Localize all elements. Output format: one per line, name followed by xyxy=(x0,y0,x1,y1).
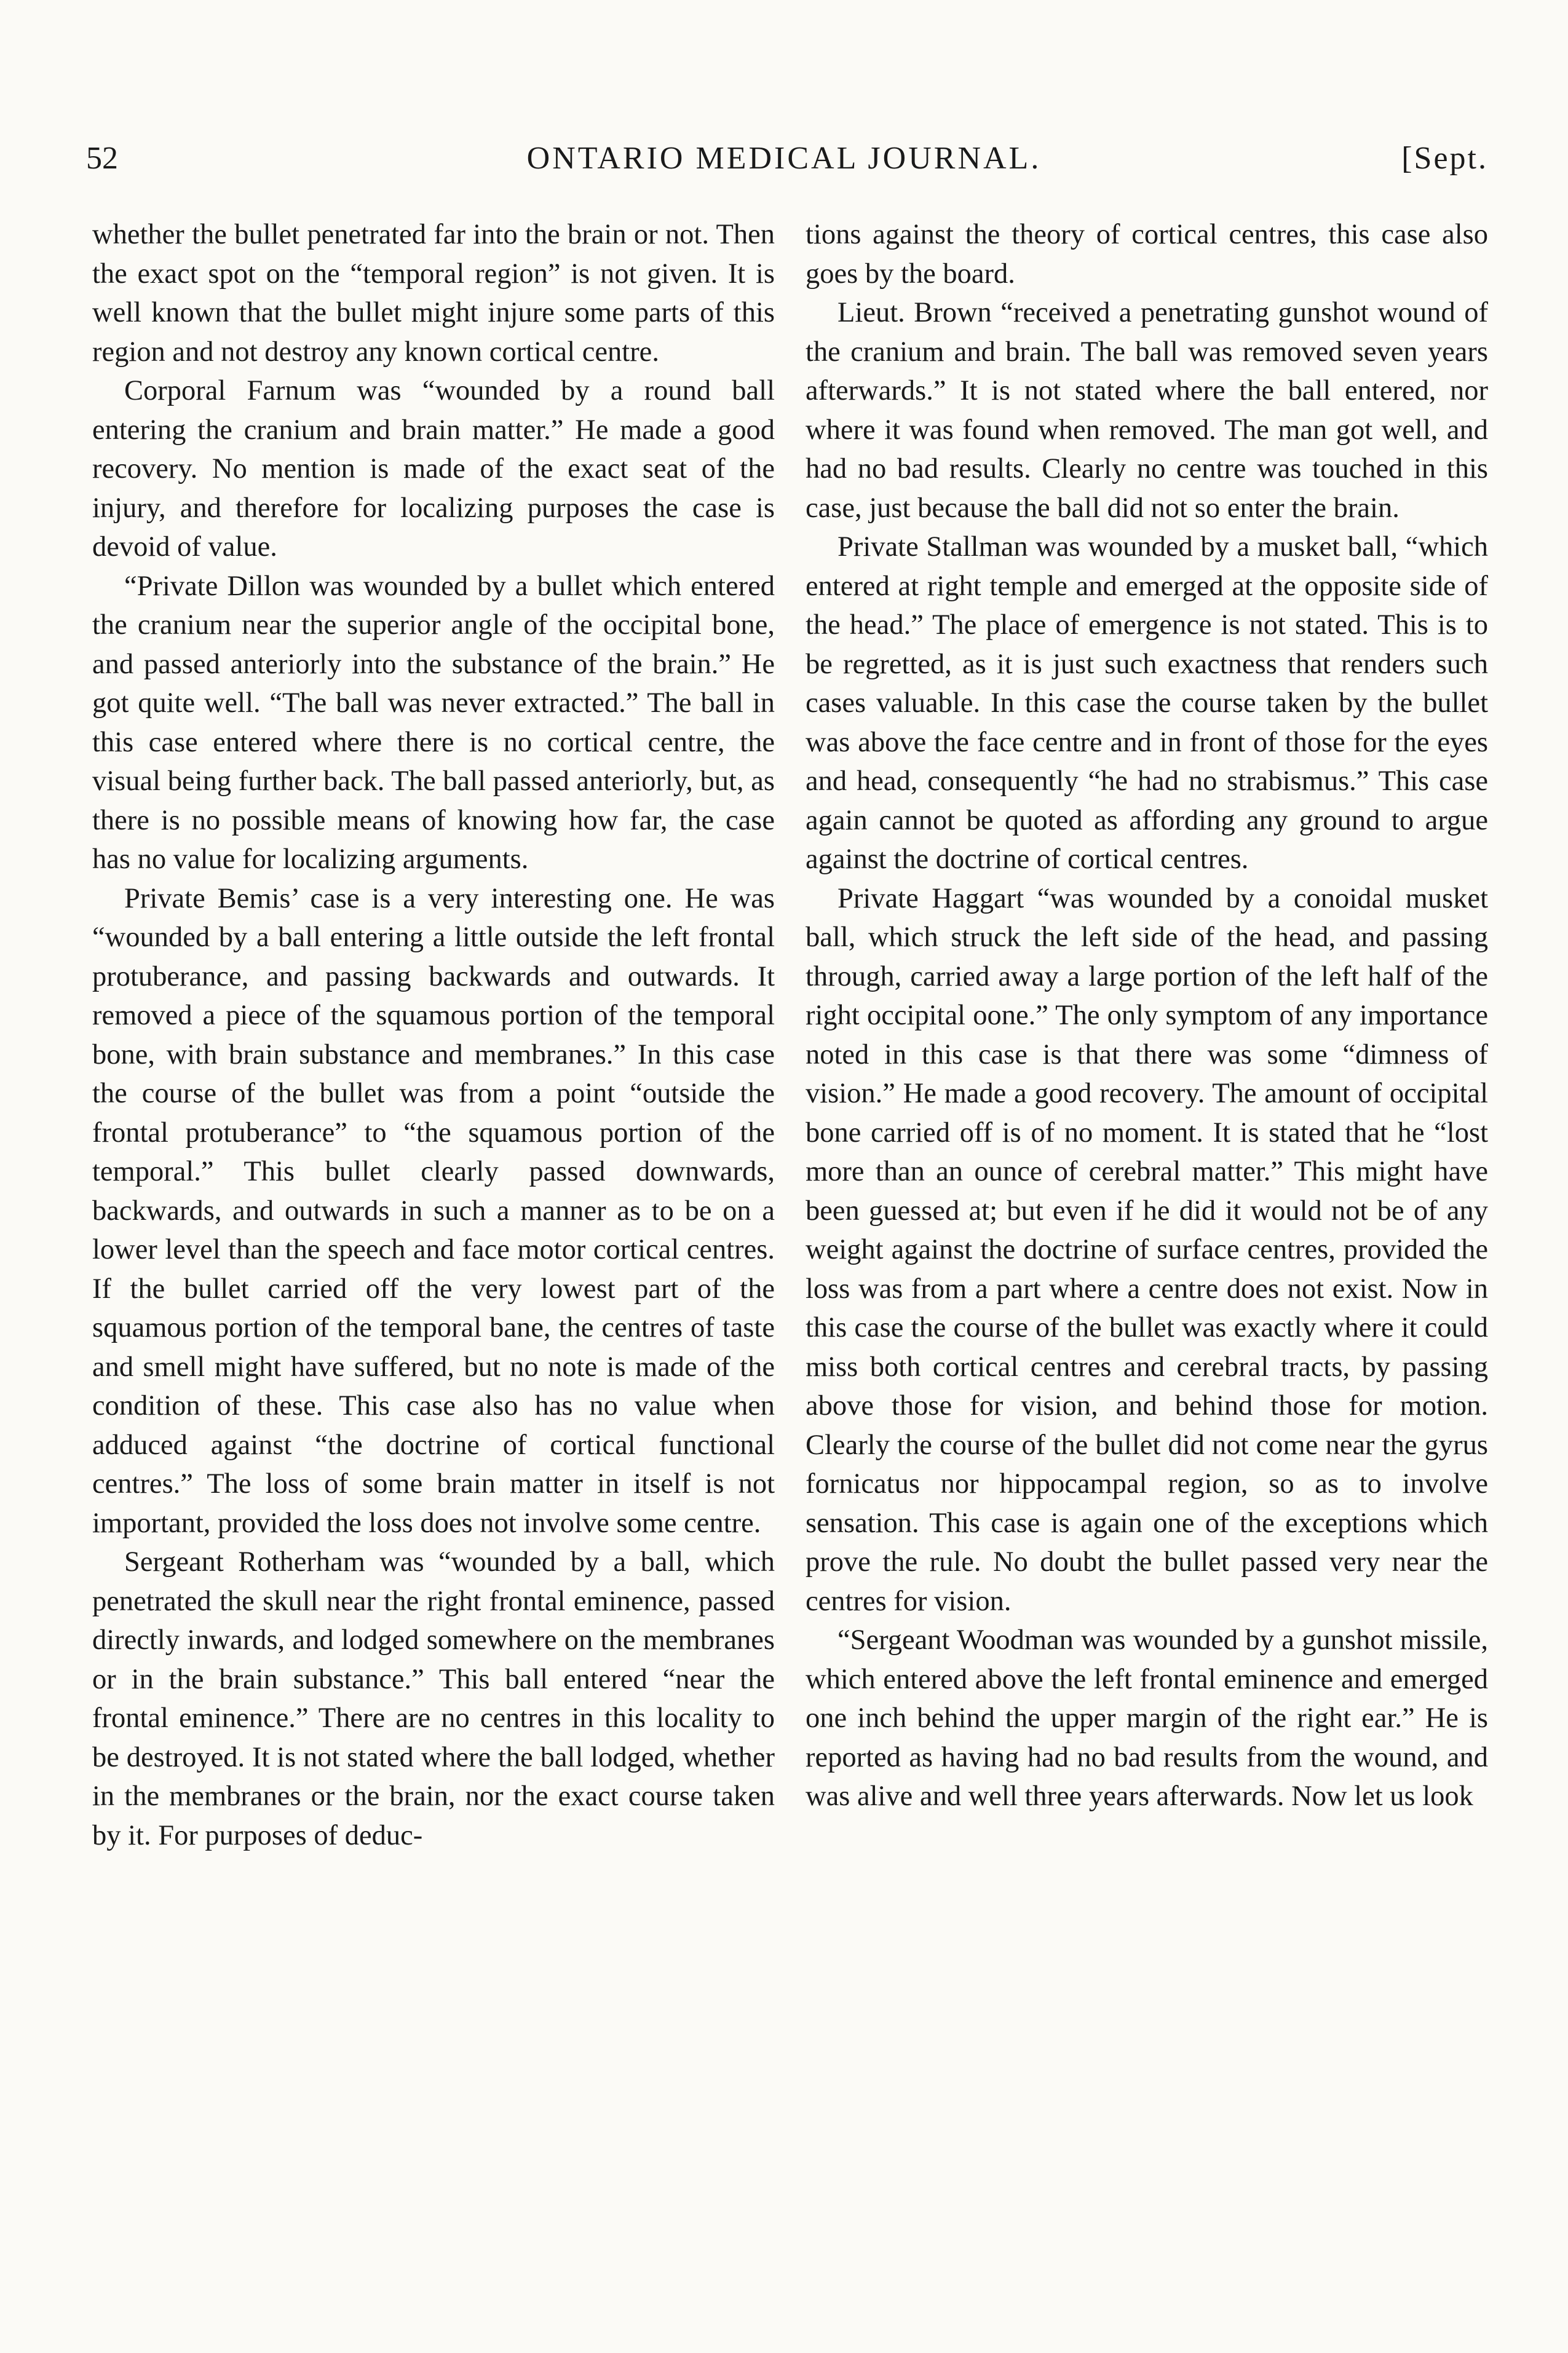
paragraph: “Sergeant Woodman was wounded by a gunshot missile, which entered above the left frontal eminence and emerged one inch behind the upper margin of the right ear.” He is reported as having had no bad results from the wound, and was alive and well three years afterwards. Now let us look xyxy=(806,1624,1488,1812)
paragraph: Private Haggart “was wounded by a conoidal musket ball, which struck the left side of the head, and passing through, carried away a large portion of the left half of the right occipital oone.” The only symptom of any importance noted in this case is that there was some “dimness of vision.” He made a good recovery. The amount of occipital bone carried off is of no moment. It is stated that he “lost more than an ounce of cerebral matter.” This might have been guessed at; but even if he did it would not be of any weight against the doctrine of surface centres, provided the loss was from a part where a centre does not exist. Now in this case the course of the bullet was exactly where it could miss both cortical centres and cerebral tracts, by passing above those for vision, and behind those for motion. Clearly the course of the bullet did not come near the gyrus fornicatus nor hippocampal region, so as to involve sensation. This case is again one of the exceptions which prove the rule. No doubt the bullet passed very near the centres for vision. xyxy=(806,882,1488,1617)
paragraph: Private Bemis’ case is a very interesting one. He was “wounded by a ball entering a little outside the left frontal protuberance, and passing backwards and outwards. It removed a piece of the squamous portion of the temporal bone, with brain substance and membranes.” In this case the course of the bullet was from a point “outside the frontal protuberance” to “the squamous portion of the temporal.” This bullet clearly passed downwards, backwards, and outwards in such a manner as to be on a lower level than the speech and face motor cortical centres. If the bullet carried off the very lowest part of the squamous portion of the temporal bane, the centres of taste and smell might have suffered, but no note is made of the condition of these. This case also has no value when adduced against “the doctrine of cortical functional centres.” The loss of some brain matter in itself is not important, provided the loss does not involve some centre. xyxy=(92,882,775,1539)
running-head xyxy=(0,140,1568,189)
paragraph: whether the bullet penetrated far into the brain or not. Then the exact spot on the “temporal region” is not given. It is well known that the bullet might injure some parts of this region and not destroy any known cortical centre. xyxy=(92,219,775,368)
paragraph: “Private Dillon was wounded by a bullet which entered the cranium near the superior angle of the occipital bone, and passed anteriorly into the substance of the brain.” He got quite well. “The ball was never extracted.” The ball in this case entered where there is no cortical centre, the visual being further back. The ball passed anteriorly, but, as there is no possible means of knowing how far, the case has no value for localizing arguments. xyxy=(92,570,775,875)
paragraph: Sergeant Rotherham was “wounded by a ball, which penetrated the skull near the right frontal eminence, passed directly inwards, and lodged somewhere on the membranes or in the brain substance.” This ball entered “near the frontal eminence.” There are no centres in this locality to be destroyed. It is not stated where the ball lodged, whether in the membranes or the brain, nor the exact course taken by it. For purposes of deduc- xyxy=(92,1546,775,1851)
paragraph: Lieut. Brown “received a penetrating gunshot wound of the cranium and brain. The ball was removed seven years afterwards.” It is not stated where the ball entered, nor where it was found when removed. The man got well, and had no bad results. Clearly no centre was touched in this case, just because the ball did not so enter the brain. xyxy=(806,297,1488,524)
right-column xyxy=(806,215,1488,1816)
paragraph: Private Stallman was wounded by a musket ball, “which entered at right temple and emerged at the opposite side of the head.” The place of emergence is not stated. This is to be regretted, as it is just such exactness that renders such cases valuable. In this case the course taken by the bullet was above the face centre and in front of those for the eyes and head, consequently “he had no strabismus.” This case again cannot be quoted as affording any ground to argue against the doctrine of cortical centres. xyxy=(806,531,1488,875)
issue-month: [Sept. xyxy=(1401,141,1488,176)
paragraph: Corporal Farnum was “wounded by a round ball entering the cranium and brain matter.” He made a good recovery. No mention is made of the exact seat of the injury, and therefore for localizing purposes the case is devoid of value. xyxy=(92,375,775,563)
journal-title: ONTARIO MEDICAL JOURNAL. xyxy=(526,141,1042,176)
left-column xyxy=(92,215,775,1855)
page-number: 52 xyxy=(86,141,118,176)
paragraph: tions against the theory of cortical centres, this case also goes by the board. xyxy=(806,219,1488,290)
